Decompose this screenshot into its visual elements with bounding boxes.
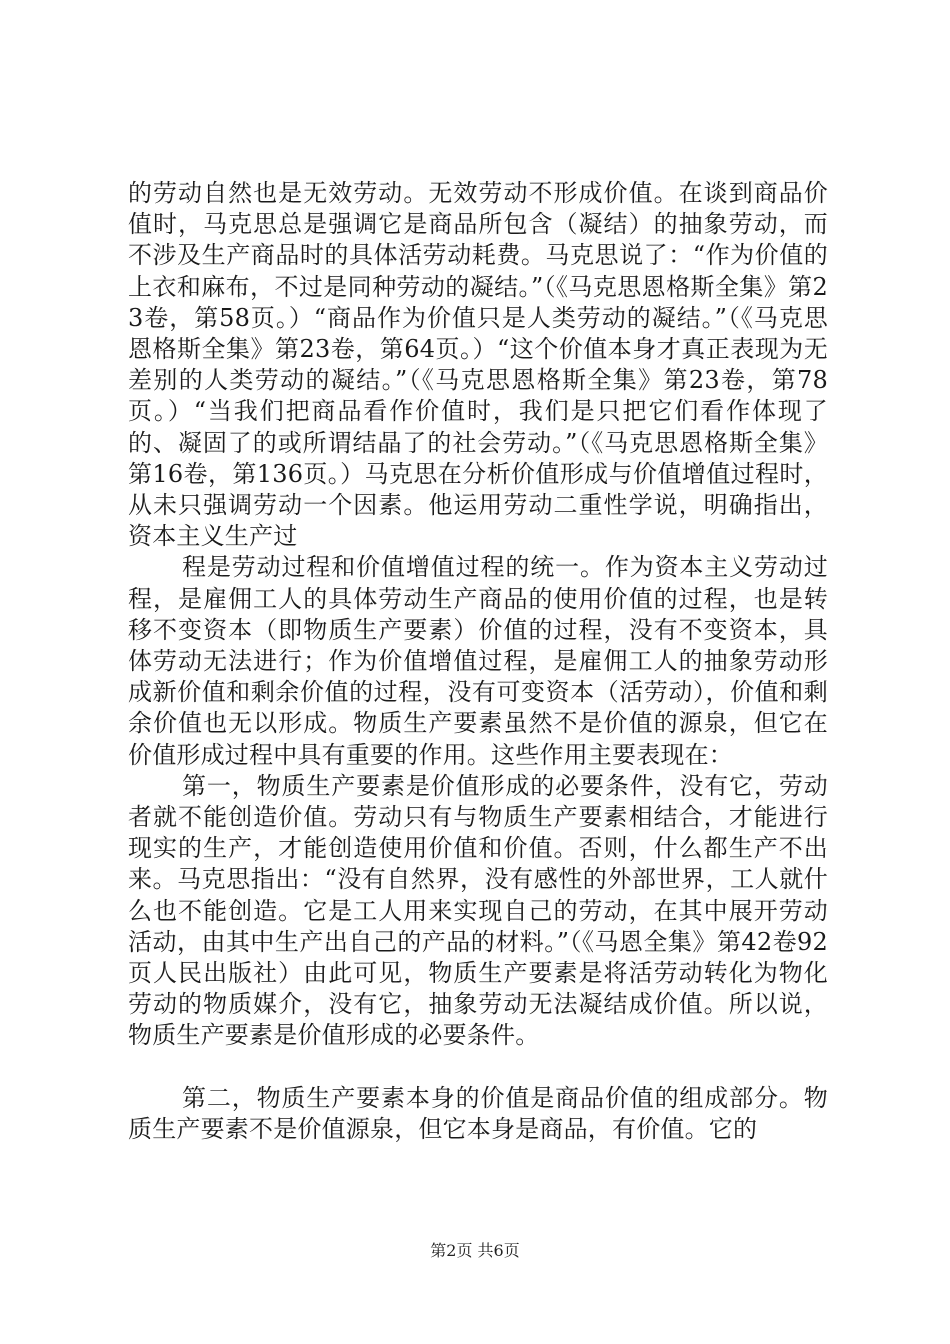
paragraph-2: 程是劳动过程和价值增值过程的统一。作为资本主义劳动过程，是雇佣工人的具体劳动生产商品的使用价值的过程，也是转移不变资本（即物质生产要素）价值的过程，没有不变资本，具体劳动无法进行；作为价值增值过程，是雇佣工人的抽象劳动形成新价值和剩余价值的过程，没有可变资本（活劳动），价值和剩余价值也无以形成。物质生产要素虽然不是价值的源泉，但它在价值形成过程中具有重要的作用。这些作用主要表现在：: [128, 553, 828, 769]
page-number-footer: 第2页 共6页: [430, 1241, 520, 1260]
document-body: [128, 178, 828, 1145]
paragraph-1: 的劳动自然也是无效劳动。无效劳动不形成价值。在谈到商品价值时，马克思总是强调它是商品所包含（凝结）的抽象劳动，而不涉及生产商品时的具体活劳动耗费。马克思说了：“作为价值的上衣和麻布，不过是同种劳动的凝结。”（《马克思恩格斯全集》第23卷，第58页。）“商品作为价值只是人类劳动的凝结。”（《马克思恩格斯全集》第23卷，第64页。）“这个价值本身才真正表现为无差别的人类劳动的凝结。”（《马克思恩格斯全集》第23卷，第78页。）“当我们把商品看作价值时，我们是只把它们看作体现了的、凝固了的或所谓结晶了的社会劳动。”（《马克思恩格斯全集》第16卷，第136页。）马克思在分析价值形成与价值增值过程时，从未只强调劳动一个因素。他运用劳动二重性学说，明确指出，资本主义生产过: [128, 179, 828, 551]
paragraph-4: 第二，物质生产要素本身的价值是商品价值的组成部分。物质生产要素不是价值源泉，但它本身是商品，有价值。它的: [128, 1083, 828, 1143]
paragraph-3: 第一，物质生产要素是价值形成的必要条件，没有它，劳动者就不能创造价值。劳动只有与物质生产要素相结合，才能进行现实的生产，才能创造使用价值和价值。否则，什么都生产不出来。马克思指出：“没有自然界，没有感性的外部世界，工人就什么也不能创造。它是工人用来实现自己的劳动，在其中展开劳动活动，由其中生产出自己的产品的材料。”（《马恩全集》第42卷92页人民出版社）由此可见，物质生产要素是将活劳动转化为物化劳动的物质媒介，没有它，抽象劳动无法凝结成价值。所以说，物质生产要素是价值形成的必要条件。: [128, 771, 828, 1050]
